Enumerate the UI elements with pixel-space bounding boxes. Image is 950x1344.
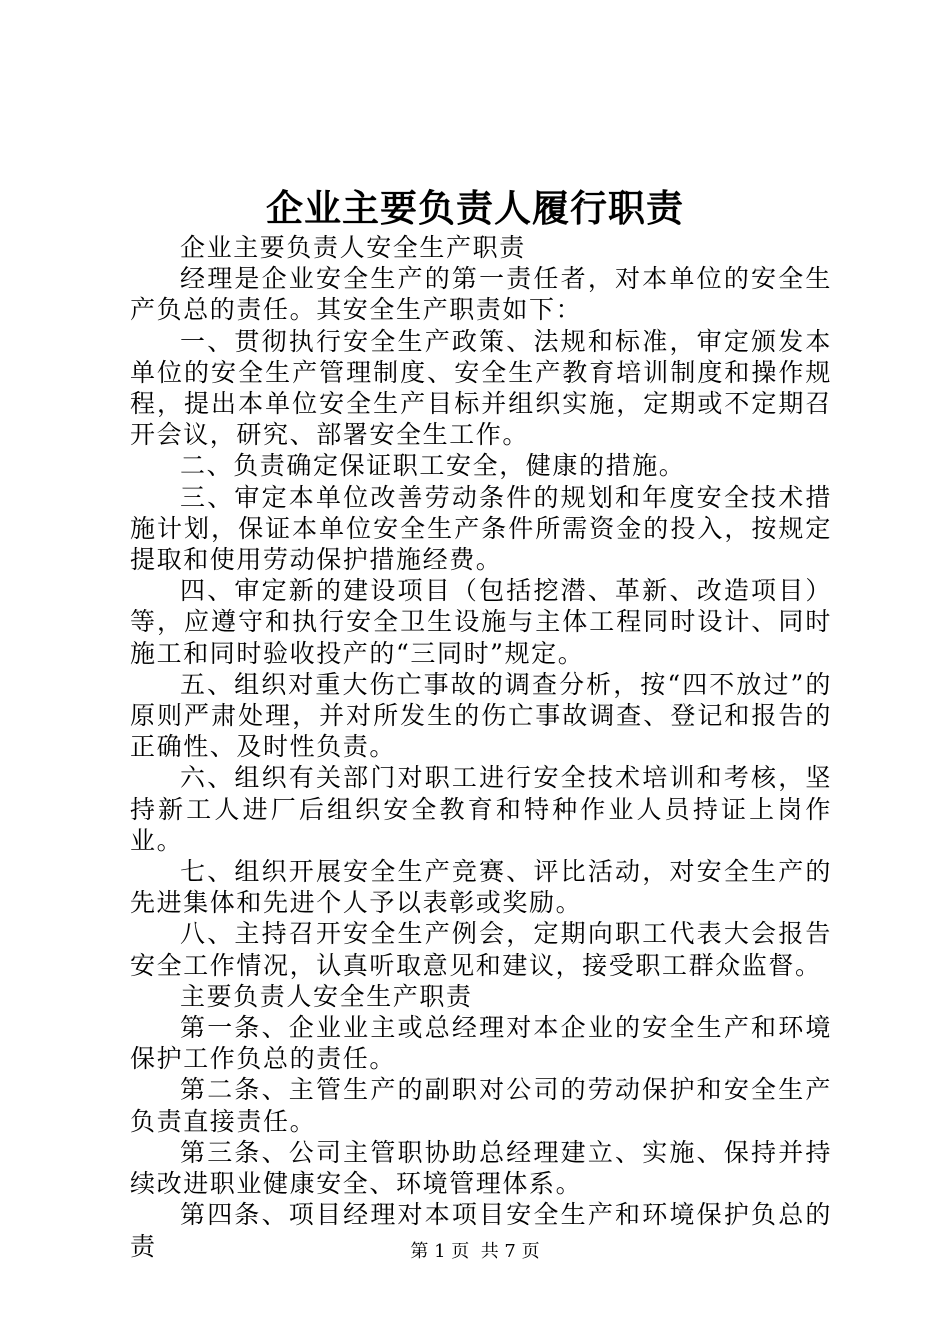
paragraph-article-4: 第四条、项目经理对本项目安全生产和环境保护负总的责 bbox=[130, 1200, 832, 1261]
document-title: 企业主要负责人履行职责 bbox=[266, 186, 684, 230]
paragraph-article-1: 第一条、企业业主或总经理对本企业的安全生产和环境保护工作负总的责任。 bbox=[130, 1013, 832, 1074]
paragraph-article-2: 第二条、主管生产的副职对公司的劳动保护和安全生产负责直接责任。 bbox=[130, 1075, 832, 1136]
page-number-label: 第 1 页 共 7 页 bbox=[410, 1241, 540, 1262]
paragraph-item-2: 二、负责确定保证职工安全，健康的措施。 bbox=[180, 451, 686, 481]
page-footer bbox=[0, 1240, 950, 1264]
paragraph-item-5: 五、组织对重大伤亡事故的调查分析，按“四不放过”的原则严肃处理，并对所发生的伤亡事故调查、登记和报告的正确性、及时性负责。 bbox=[130, 669, 832, 762]
paragraph-article-3: 第三条、公司主管职协助总经理建立、实施、保持并持续改进职业健康安全、环境管理体系。 bbox=[130, 1137, 832, 1199]
document-body bbox=[130, 232, 832, 1262]
paragraph-item-7: 七、组织开展安全生产竞赛、评比活动，对安全生产的先进集体和先进个人予以表彰或奖励。 bbox=[130, 857, 832, 918]
paragraph-section-heading-2: 主要负责人安全生产职责 bbox=[180, 981, 473, 1011]
paragraph-item-1: 一、贯彻执行安全生产政策、法规和标准，审定颁发本单位的安全生产管理制度、安全生产教育培训制度和操作规程，提出本单位安全生产目标并组织实施，定期或不定期召开会议，研究、部署安全生工作。 bbox=[130, 326, 832, 450]
paragraph-section-heading: 企业主要负责人安全生产职责 bbox=[180, 233, 526, 262]
paragraph-item-6: 六、组织有关部门对职工进行安全技术培训和考核，坚持新工人进厂后组织安全教育和特种作业人员持证上岗作业。 bbox=[130, 763, 832, 855]
paragraph-intro: 经理是企业安全生产的第一责任者，对本单位的安全生产负总的责任。其安全生产职责如下： bbox=[130, 264, 832, 325]
paragraph-item-8: 八、主持召开安全生产例会，定期向职工代表大会报告安全工作情况，认真听取意见和建议，接受职工群众监督。 bbox=[130, 919, 832, 980]
paragraph-item-4: 四、审定新的建设项目（包括挖潜、革新、改造项目）等，应遵守和执行安全卫生设施与主体工程同时设计、同时施工和同时验收投产的“三同时”规定。 bbox=[130, 576, 832, 668]
paragraph-item-3: 三、审定本单位改善劳动条件的规划和年度安全技术措施计划，保证本单位安全生产条件所需资金的投入，按规定提取和使用劳动保护措施经费。 bbox=[130, 482, 832, 575]
